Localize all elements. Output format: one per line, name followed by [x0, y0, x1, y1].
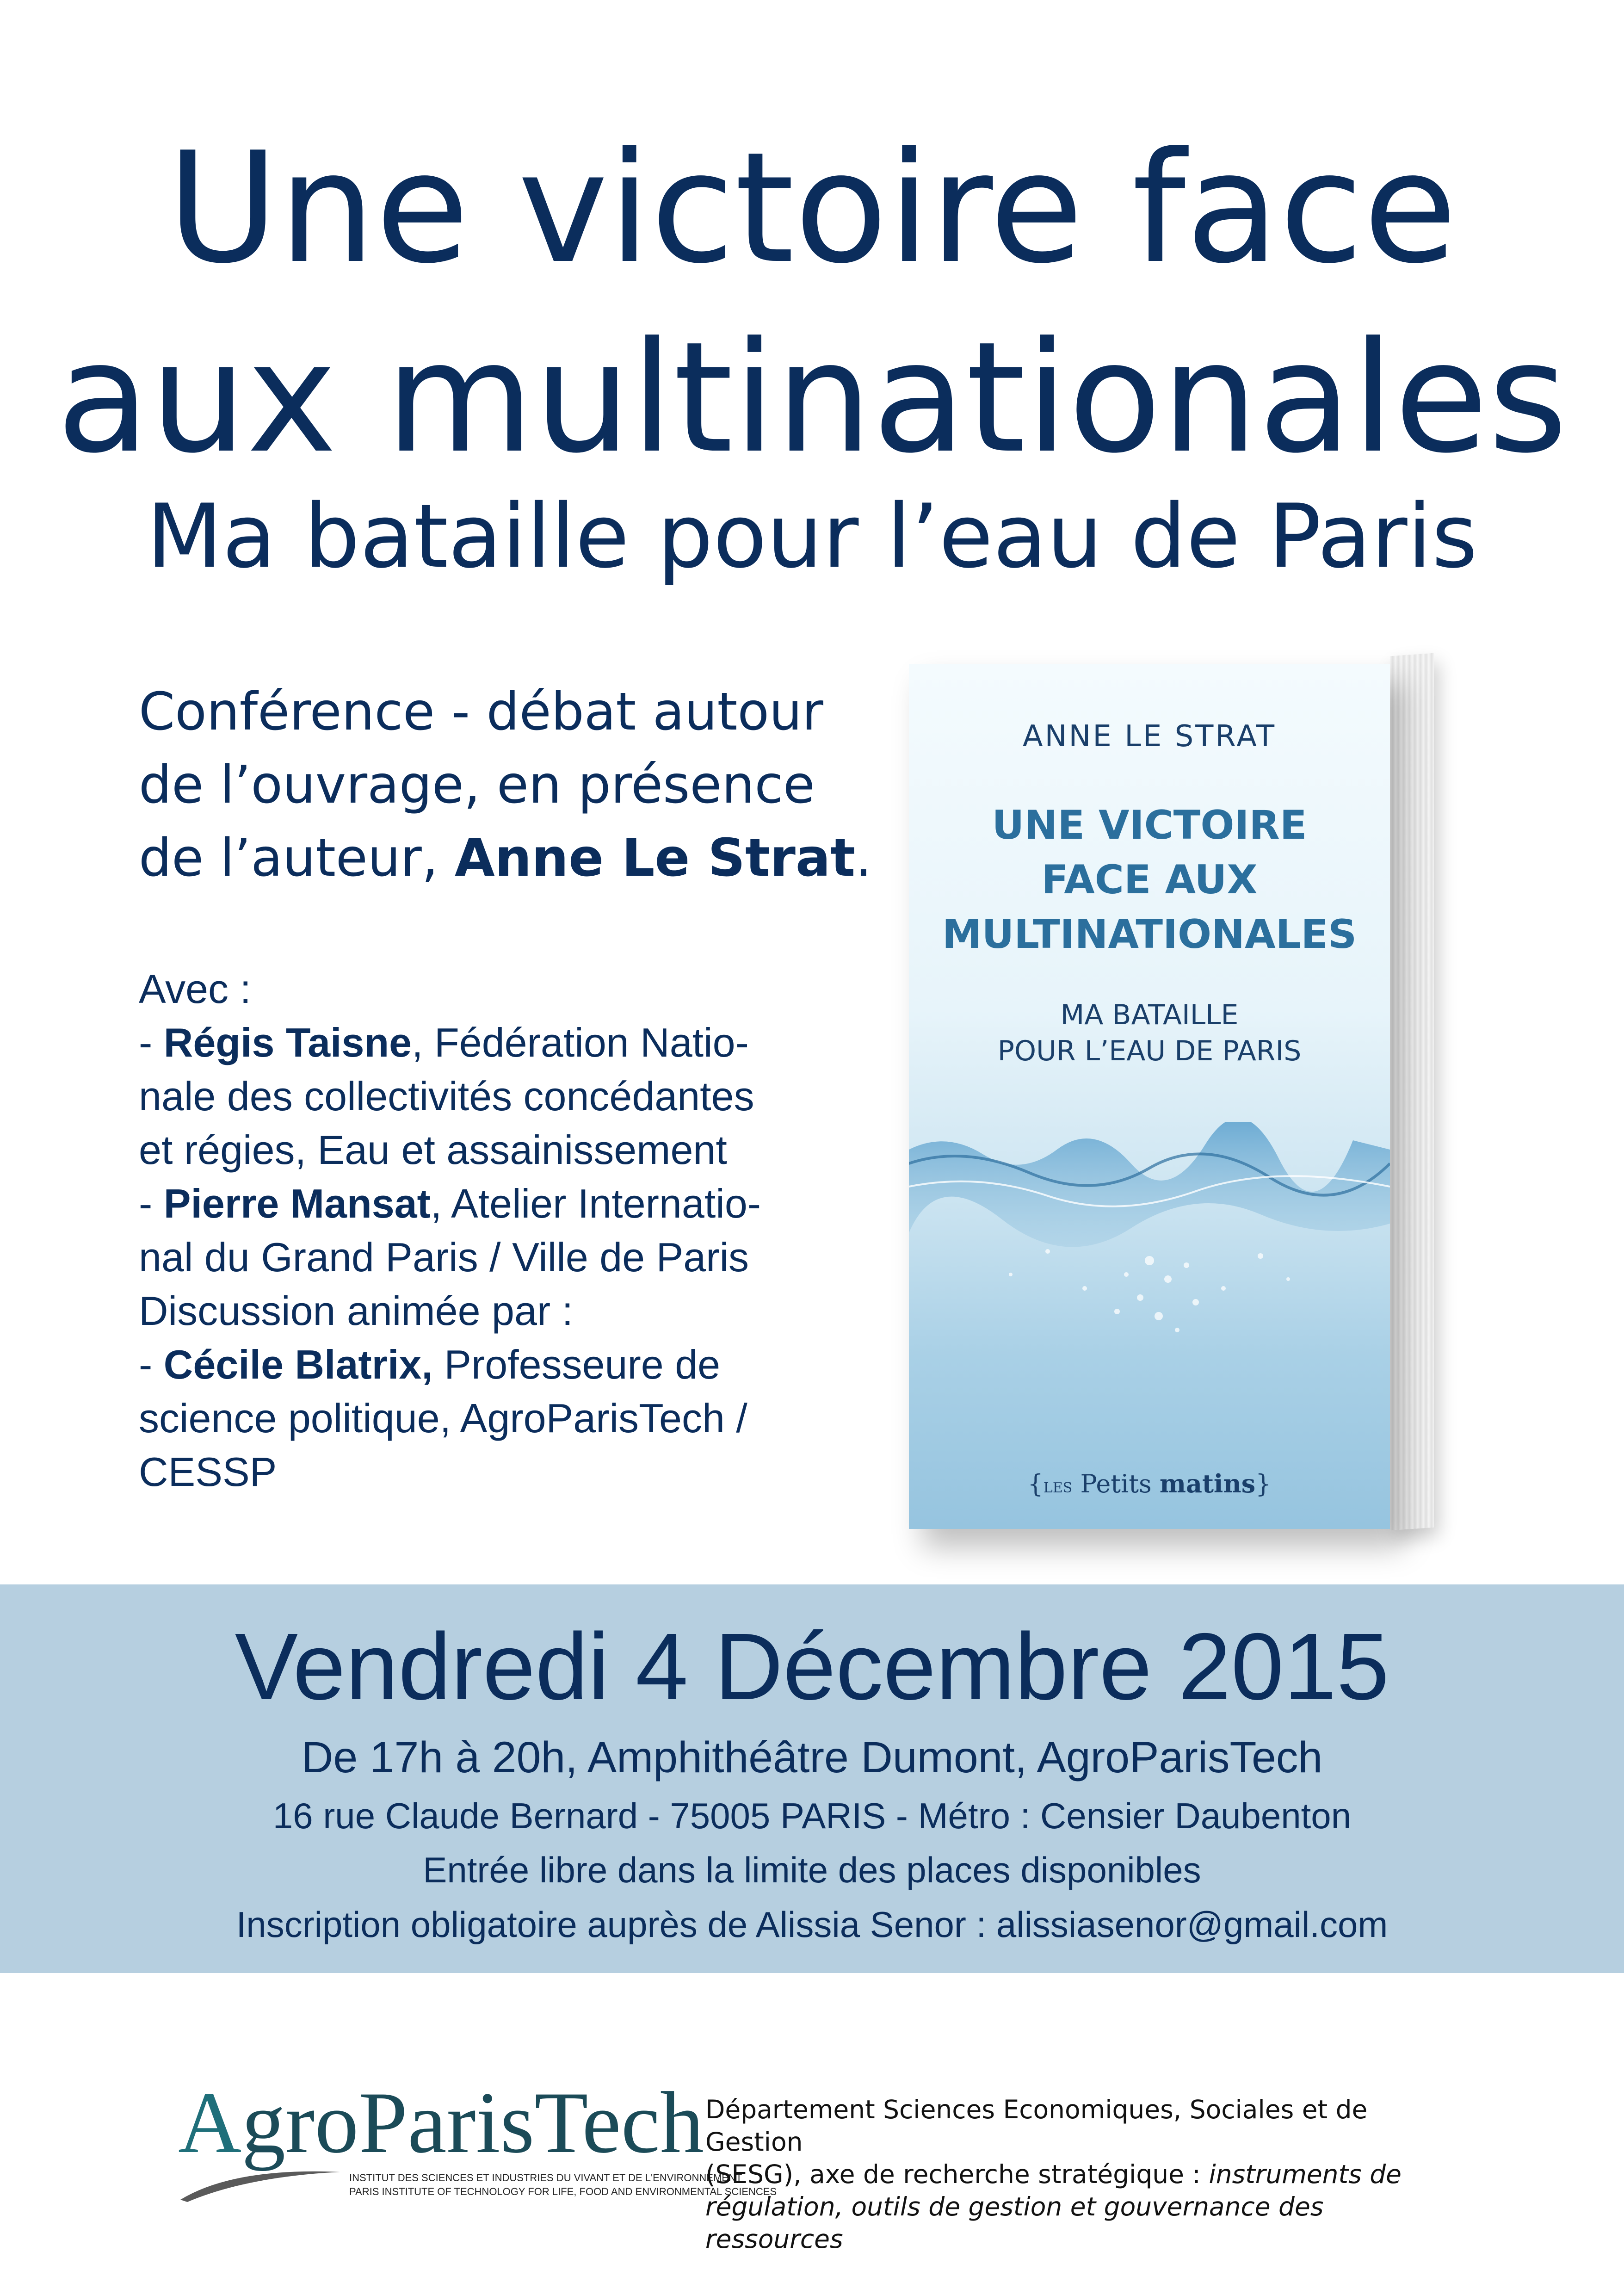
- water-splash-illustration: [909, 1122, 1390, 1362]
- speaker-name: Cécile Blatrix,: [163, 1342, 433, 1387]
- logo-tagline-fr: INSTITUT DES SCIENCES ET INDUSTRIES DU VIVANT ET DE L'ENVIRONNEMENT: [349, 2172, 742, 2184]
- publisher-brace: }: [1255, 1469, 1272, 1498]
- book-pages: [1390, 653, 1434, 1531]
- speakers-list: [139, 962, 902, 1499]
- book-subtitle-line: MA BATAILLE: [1060, 999, 1239, 1031]
- event-inscription[interactable]: Inscription obligatoire auprès de Alissia Senor : alissiasenor@gmail.com: [236, 1904, 1388, 1945]
- speaker-name: Régis Taisne: [163, 1020, 412, 1065]
- speaker-role: , Atelier Internatio-: [430, 1181, 761, 1226]
- speaker-line: science politique, AgroParisTech /: [139, 1395, 747, 1441]
- conference-intro: [139, 675, 925, 895]
- publisher-petits: Petits: [1080, 1469, 1152, 1498]
- book-title: [909, 798, 1390, 962]
- intro-line: [139, 822, 925, 895]
- agroparistech-logo: [178, 2072, 777, 2207]
- book-title-line: MULTINATIONALES: [942, 911, 1357, 958]
- speaker-line: [139, 1177, 902, 1231]
- speaker-role: , Fédération Natio-: [412, 1020, 749, 1065]
- book-image: [909, 638, 1434, 1536]
- dash: -: [139, 1020, 164, 1065]
- intro-text: de l’auteur,: [139, 828, 455, 888]
- subtitle: Ma bataille pour l’eau de Paris: [146, 485, 1478, 588]
- speaker-role: Professeure de: [432, 1342, 721, 1387]
- moderator-heading: Discussion animée par :: [139, 1288, 574, 1334]
- main-title-line-2: aux multinationales: [56, 309, 1568, 487]
- event-info-band: [0, 1584, 1624, 1973]
- dash: -: [139, 1181, 164, 1226]
- book-subtitle: [909, 997, 1390, 1069]
- dept-text: (SESG), axe de recherche stratégique :: [705, 2159, 1209, 2189]
- speaker-line: [139, 1338, 902, 1392]
- logo-word: groParisTech: [241, 2074, 704, 2171]
- logo-tagline-en: PARIS INSTITUTE OF TECHNOLOGY FOR LIFE, FOOD AND ENVIRONMENTAL SCIENCES: [349, 2186, 777, 2197]
- speaker-line: nal du Grand Paris / Ville de Paris: [139, 1234, 749, 1280]
- book-author: ANNE LE STRAT: [1022, 719, 1277, 754]
- dept-italic: régulation, outils de gestion et gouvernance des ressources: [705, 2192, 1324, 2254]
- dash: -: [139, 1342, 164, 1387]
- speakers-heading: Avec :: [139, 966, 251, 1012]
- dept-line: [705, 2158, 1469, 2190]
- intro-line: de l’ouvrage, en présence: [139, 755, 815, 815]
- dept-italic: instruments de: [1209, 2159, 1402, 2189]
- book-subtitle-line: POUR L’EAU DE PARIS: [997, 1035, 1302, 1067]
- publisher-les: LES: [1043, 1480, 1073, 1496]
- logo-initial: A: [178, 2074, 242, 2171]
- publisher-brace: {: [1027, 1469, 1044, 1498]
- author-name: Anne Le Strat: [455, 828, 855, 888]
- book-title-line: FACE AUX: [1041, 857, 1258, 903]
- main-title-line-1: Une victoire face: [167, 119, 1457, 297]
- book-title-line: UNE VICTOIRE: [992, 802, 1307, 848]
- speaker-name: Pierre Mansat: [163, 1181, 431, 1226]
- book-cover: [909, 664, 1390, 1529]
- intro-text: .: [855, 828, 872, 888]
- book-publisher: [909, 1469, 1390, 1498]
- dept-line: [705, 2190, 1469, 2255]
- department-info: [705, 2093, 1469, 2255]
- speaker-line: CESSP: [139, 1449, 277, 1495]
- event-time-place: De 17h à 20h, Amphithéâtre Dumont, AgroParisTech: [301, 1733, 1323, 1782]
- speaker-line: [139, 1016, 902, 1070]
- event-entry: Entrée libre dans la limite des places disponibles: [423, 1850, 1201, 1890]
- intro-line: Conférence - débat autour: [139, 682, 823, 742]
- publisher-matins: matins: [1159, 1469, 1256, 1498]
- logo-swoosh-icon: [178, 2163, 345, 2204]
- dept-line: Département Sciences Economiques, Sociales et de Gestion: [705, 2095, 1368, 2157]
- speaker-line: et régies, Eau et assainissement: [139, 1127, 727, 1173]
- event-address: 16 rue Claude Bernard - 75005 PARIS - Métro : Censier Daubenton: [272, 1795, 1352, 1836]
- logo-wordmark: [178, 2072, 704, 2173]
- speaker-line: nale des collectivités concédantes: [139, 1073, 754, 1119]
- event-date: Vendredi 4 Décembre 2015: [235, 1614, 1389, 1720]
